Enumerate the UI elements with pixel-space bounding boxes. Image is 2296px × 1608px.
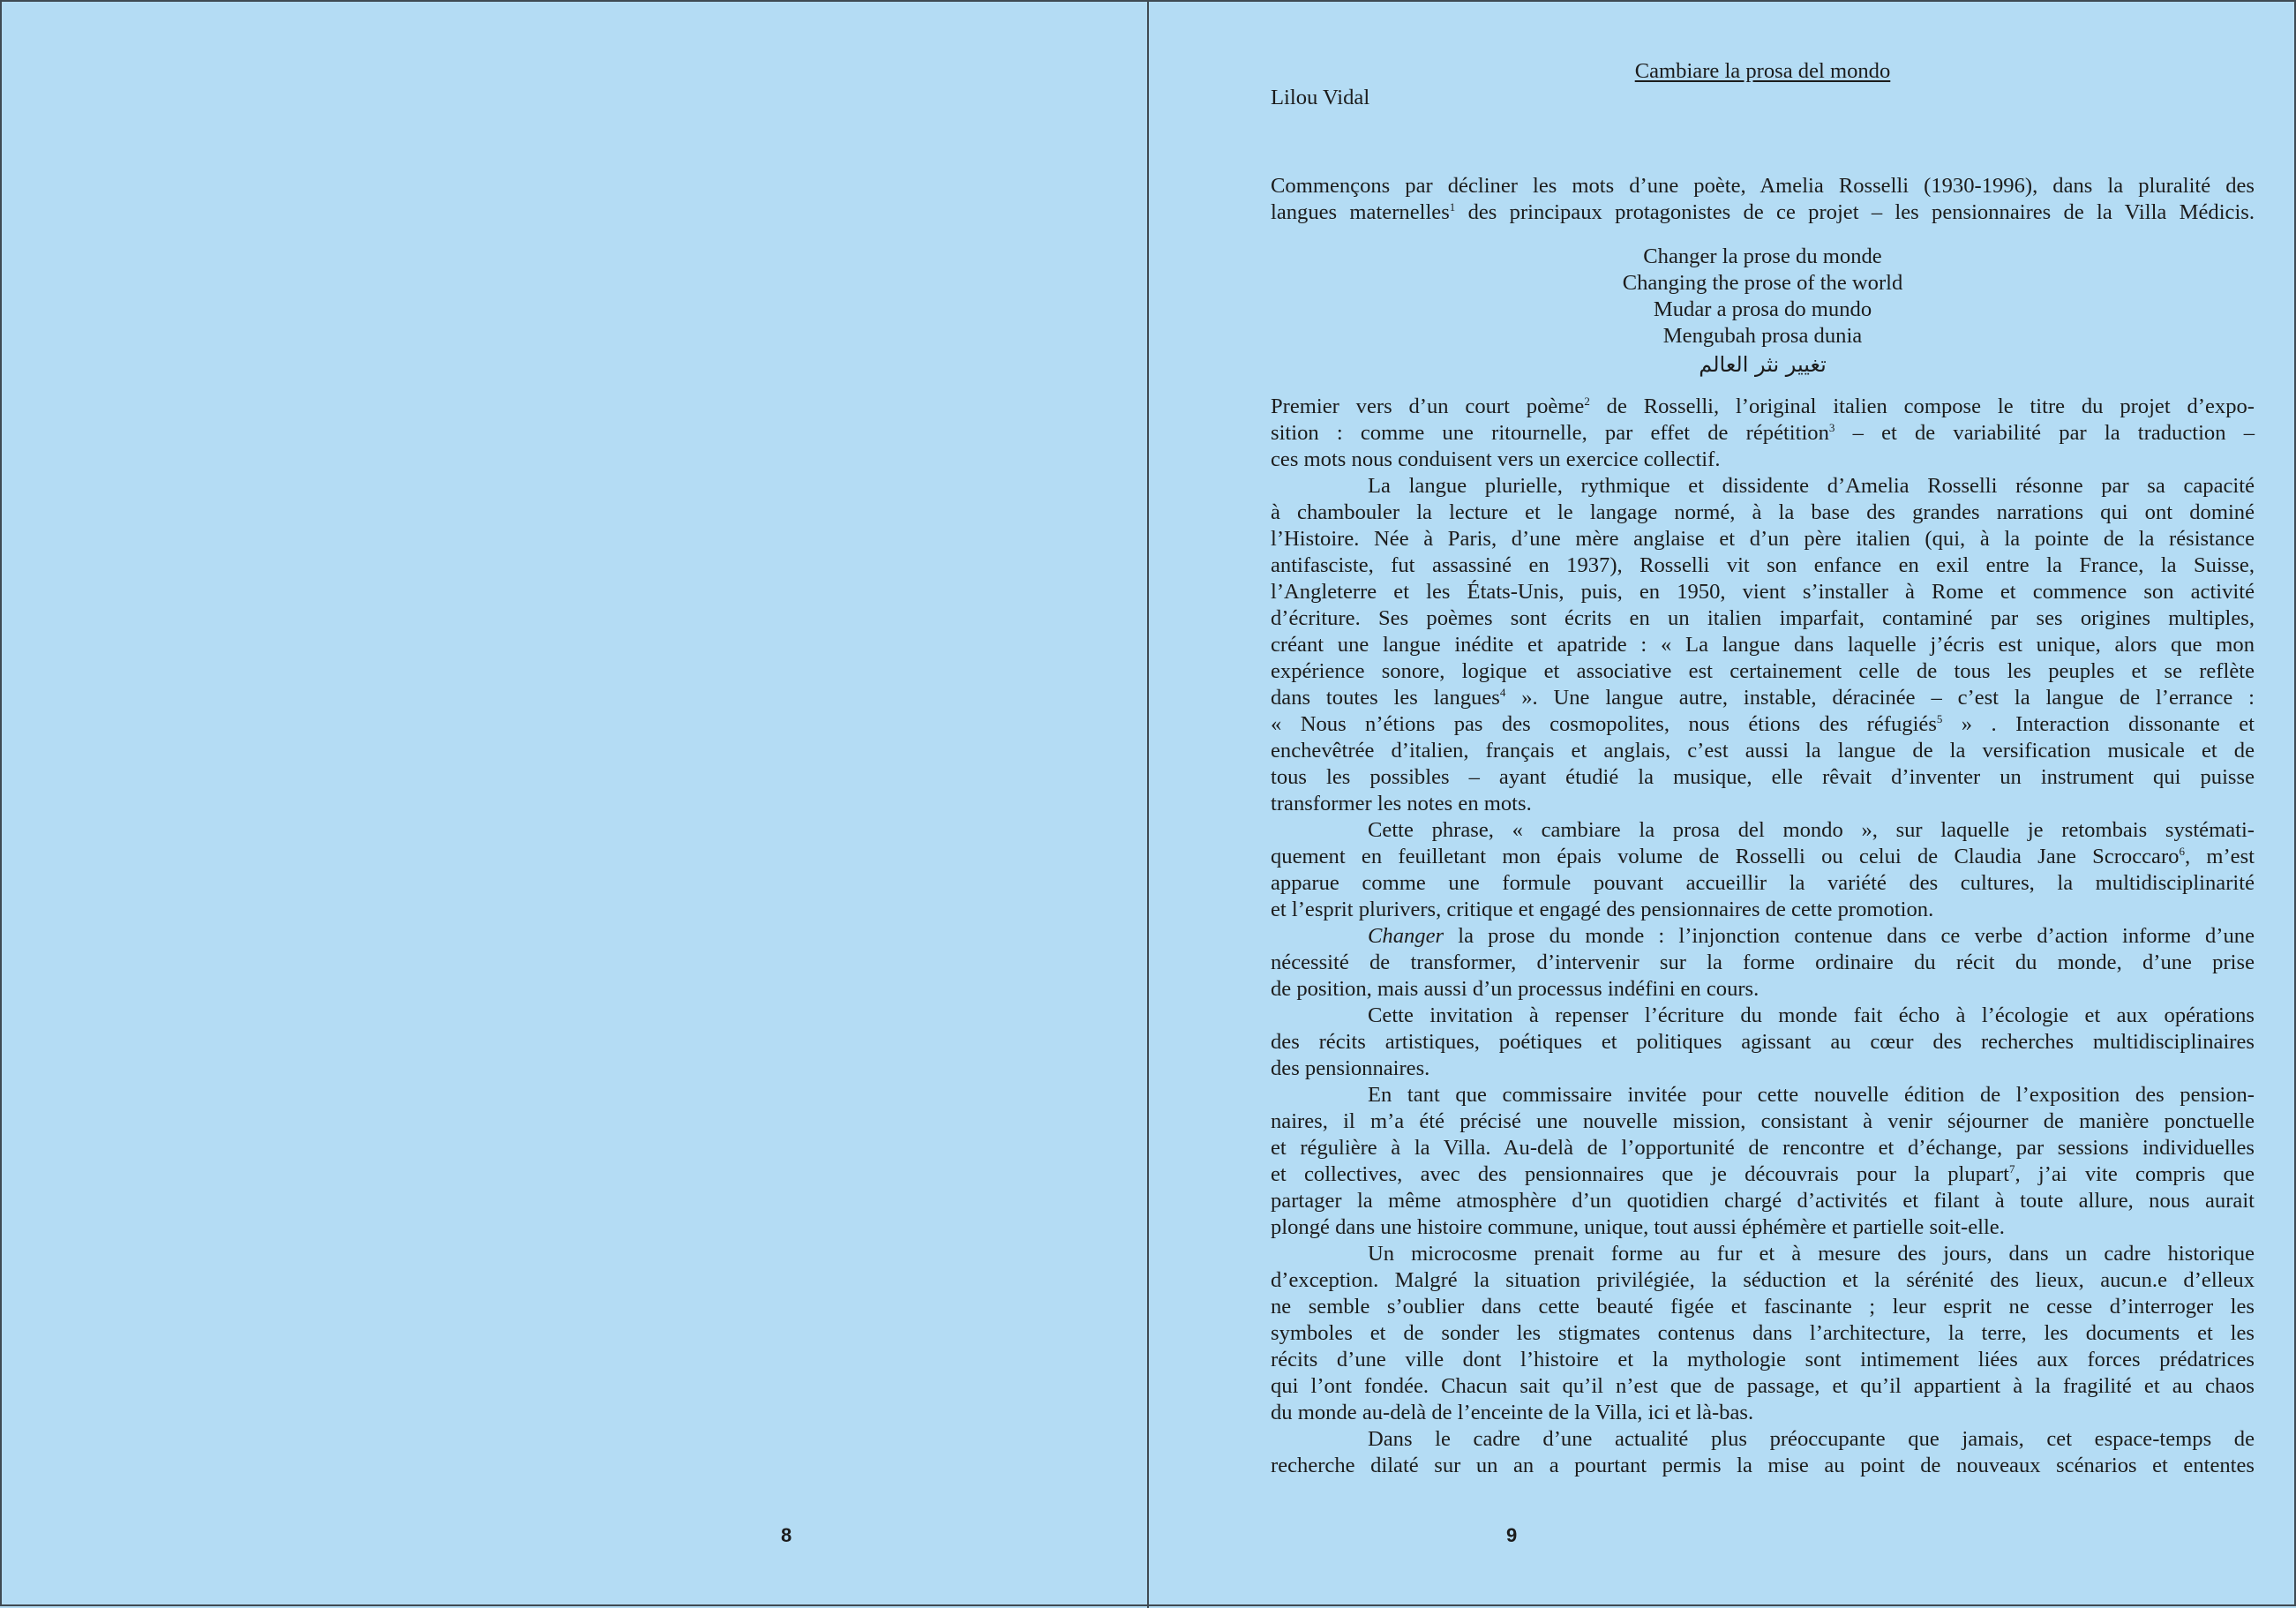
- text-line: Un microcosme prenait forme au fur et à mesure des jours, dans un cadre historique: [1368, 1242, 2255, 1266]
- text-line: La langue plurielle, rythmique et dissidente d’Amelia Rosselli résonne par sa capacité: [1368, 474, 2255, 498]
- text-line: Premier vers d’un court poème$^2$ de Rosselli, l’original italien compose le titre du projet d’expo-: [1271, 394, 2255, 418]
- poem-line-arabic: تغيير نثر العالم: [1699, 352, 1827, 377]
- text-line: « Nous n’étions pas des cosmopolites, nous étions des réfugiés$^5$ » . Interaction dissonante et: [1271, 711, 2255, 736]
- paragraph: [1271, 1003, 2255, 1082]
- article-body: [1271, 58, 2255, 1479]
- text-line: enchevêtrée d’italien, français et anglais, c’est aussi la langue de la versification musicale et de: [1271, 739, 2255, 763]
- footnote-marker: 2: [1584, 394, 1590, 408]
- paragraph: [1271, 1241, 2255, 1426]
- poem-line: Mudar a prosa do mundo: [1653, 297, 1872, 321]
- page-number: 8: [781, 1524, 792, 1546]
- text-line: du monde au-delà de l’enceinte de la Villa, ici et là-bas.: [1271, 1401, 1754, 1424]
- footnote-marker: 5: [1936, 711, 1943, 725]
- text-line: symboles et de sonder les stigmates contenus dans l’architecture, la terre, les documents et les: [1271, 1321, 2255, 1345]
- left-page: [0, 0, 1147, 1606]
- text-line: d’écriture. Ses poèmes sont écrits en un italien imparfait, contaminé par ses origines multiples,: [1271, 606, 2255, 630]
- text-line: En tant que commissaire invitée pour cette nouvelle édition de l’exposition des pension-: [1368, 1083, 2255, 1107]
- text-line: antifasciste, fut assassiné en 1937), Rosselli vit son enfance en exil entre la France, la Suisse,: [1271, 553, 2255, 577]
- paragraph: [1271, 1082, 2255, 1241]
- article-title: Cambiare la prosa del mondo: [1634, 59, 1891, 83]
- text-line: récits d’une ville dont l’histoire et la mythologie sont intimement liées aux forces prédatrices: [1271, 1348, 2255, 1371]
- text-line: apparue comme une formule pouvant accueillir la variété des cultures, la multidisciplinarité: [1271, 871, 2255, 895]
- text-line: l’Angleterre et les États-Unis, puis, en 1950, vient s’installer à Rome et commence son activité: [1271, 580, 2255, 604]
- poem-line: Mengubah prosa dunia: [1662, 324, 1863, 348]
- text-line: créant une langue inédite et apatride : « La langue dans laquelle j’écris est unique, alors que mon: [1271, 633, 2255, 657]
- poem-translations: [1271, 244, 2255, 379]
- text-line: d’exception. Malgré la situation privilégiée, la séduction et la sérénité des lieux, aucun.e d’elleux: [1271, 1268, 2255, 1292]
- paragraph: [1271, 473, 2255, 817]
- text-line: transformer les notes en mots.: [1271, 792, 1532, 815]
- paragraph: [1271, 817, 2255, 923]
- text-line: plongé dans une histoire commune, unique, tout aussi éphémère et partielle soit-elle.: [1271, 1215, 2005, 1239]
- text-line: partager la même atmosphère d’un quotidien chargé d’activités et filant à toute allure, nous aurait: [1271, 1189, 2255, 1213]
- intro-paragraph: [1271, 173, 2255, 226]
- text-line: dans toutes les langues$^4$ ». Une langue autre, instable, déracinée – c’est la langue de l’errance :: [1271, 685, 2255, 710]
- text-line: quement en feuilletant mon épais volume de Rosselli ou celui de Claudia Jane Scroccaro$^6$, m’est: [1271, 844, 2255, 868]
- text-line: de position, mais aussi d’un processus indéfini en cours.: [1271, 977, 1760, 1001]
- right-page: [1149, 0, 2296, 1606]
- text-line: et l’esprit plurivers, critique et engagé des pensionnaires de cette promotion.: [1271, 898, 1934, 921]
- text-line: recherche dilaté sur un an a pourtant permis la mise au point de nouveaux scénarios et ententes: [1271, 1454, 2255, 1477]
- text-line: à chambouler la lecture et le langage normé, à la base des grandes narrations qui ont dominé: [1271, 500, 2255, 524]
- text-line: des récits artistiques, poétiques et politiques agissant au cœur des recherches multidisciplinaires: [1271, 1030, 2255, 1054]
- text-line: nécessité de transformer, d’intervenir sur la forme ordinaire du récit du monde, d’une prise: [1271, 951, 2255, 974]
- footnote-marker: 4: [1499, 685, 1506, 699]
- footnote-marker: 7: [2008, 1161, 2015, 1176]
- text-line: Commençons par décliner les mots d’une poète, Amelia Rosselli (1930-1996), dans la pluralité des: [1271, 174, 2255, 198]
- text-line: et collectives, avec des pensionnaires que je découvrais pour la plupart$^7$, j’ai vite compris que: [1271, 1161, 2255, 1186]
- article-author: Lilou Vidal: [1271, 86, 1370, 109]
- text-line: ne semble s’oublier dans cette beauté figée et fascinante ; leur esprit ne cesse d’interroger les: [1271, 1295, 2255, 1319]
- text-line: Dans le cadre d’une actualité plus préoccupante que jamais, cet espace-temps de: [1368, 1427, 2255, 1451]
- footnote-marker: 3: [1828, 420, 1835, 434]
- text-line: des pensionnaires.: [1271, 1056, 1430, 1080]
- text-line: expérience sonore, logique et associative est certainement celle de tous les peuples et se reflète: [1271, 659, 2255, 683]
- text-line: naires, il m’a été précisé une nouvelle mission, consistant à venir séjourner de manière ponctuelle: [1271, 1109, 2255, 1133]
- text-line: Changer la prose du monde : l’injonction contenue dans ce verbe d’action informe d’une: [1368, 924, 2255, 948]
- poem-line: Changer la prose du monde: [1643, 244, 1882, 268]
- text-line: langues maternelles$^1$ des principaux protagonistes de ce projet – les pensionnaires de la Villa Médicis.: [1271, 199, 2255, 224]
- page-number: 9: [1506, 1524, 1518, 1546]
- text-line: qui l’ont fondée. Chacun sait qu’il n’est que de passage, et qu’il appartient à la fragilité et au chaos: [1271, 1374, 2255, 1398]
- emphasis: Changer: [1368, 924, 1444, 948]
- paragraph: [1271, 394, 2255, 473]
- text-line: Cette phrase, « cambiare la prosa del mondo », sur laquelle je retombais systémati-: [1368, 818, 2255, 842]
- footnote-marker: 6: [2179, 844, 2185, 858]
- text-line: sition : comme une ritournelle, par effet de répétition$^3$ – et de variabilité par la traduction –: [1271, 420, 2255, 445]
- text-line: ces mots nous conduisent vers un exercice collectif.: [1271, 447, 1721, 471]
- paragraph: [1271, 923, 2255, 1003]
- footnote-marker: 1: [1449, 199, 1456, 214]
- text-line: tous les possibles – ayant étudié la musique, elle rêvait d’inventer un instrument qui puisse: [1271, 765, 2255, 789]
- text-line: l’Histoire. Née à Paris, d’une mère anglaise et d’un père italien (qui, à la pointe de la résistance: [1271, 527, 2255, 551]
- paragraph: [1271, 1426, 2255, 1479]
- text-line: et régulière à la Villa. Au-delà de l’opportunité de rencontre et d’échange, par sessions individuelles: [1271, 1136, 2255, 1160]
- text-line: Cette invitation à repenser l’écriture du monde fait écho à l’écologie et aux opérations: [1368, 1003, 2255, 1027]
- poem-line: Changing the prose of the world: [1622, 271, 1903, 295]
